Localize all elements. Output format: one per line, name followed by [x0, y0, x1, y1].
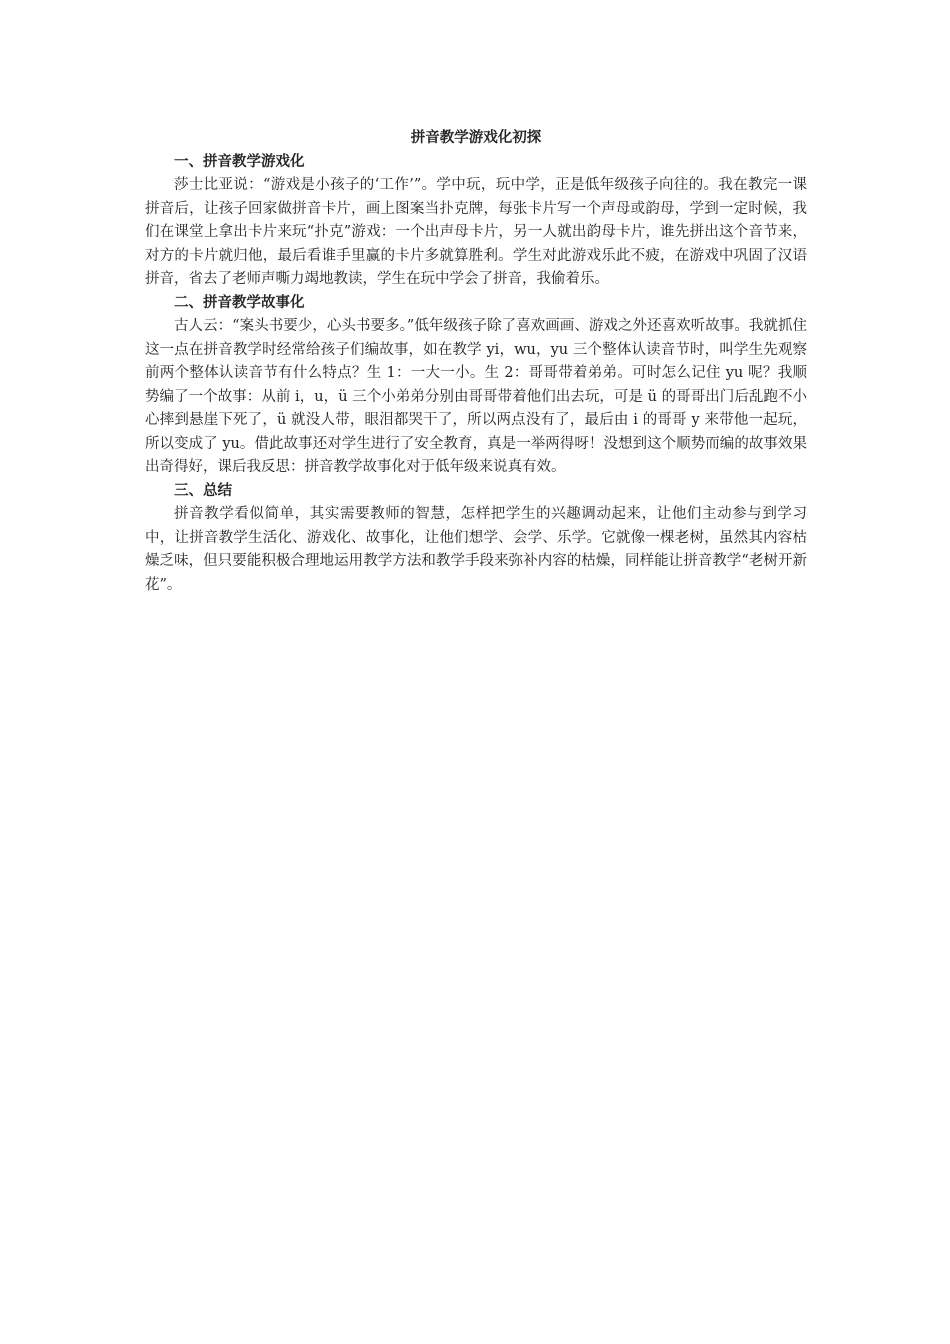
section-heading-storytelling: 二、拼音教学故事化	[174, 294, 305, 311]
section-paragraph-storytelling: 古人云：“案头书要少，心头书要多。”低年级孩子除了喜欢画画、游戏之外还喜欢听故事。我就抓住这一点在拼音教学时经常给孩子们编故事，如在教学 yi，wu，yu 三个整体认读音节时，叫学生先观察前两个整体认读音节有什么特点？生 1：一大一小。生 2：哥哥带着弟弟。可时怎么记住 yu 呢？我顺势编了一个故事：从前 i，u，ü 三个小弟弟分别由哥哥带着他们出去玩，可是 ü 的哥哥出门后乱跑不小心摔到悬崖下死了，ü 就没人带，眼泪都哭干了，所以两点没有了，最后由 i 的哥哥 y 来带他一起玩，所以变成了 yu。借此故事还对学生进行了安全教育，真是一举两得呀！没想到这个顺势而编的故事效果出奇得好，课后我反思：拼音教学故事化对于低年级来说真有效。	[145, 318, 807, 475]
section-heading-gamification: 一、拼音教学游戏化	[174, 153, 305, 170]
section-paragraph-gamification: 莎士比亚说：“游戏是小孩子的‘工作’”。学中玩，玩中学，正是低年级孩子向往的。我在教完一课拼音后，让孩子回家做拼音卡片，画上图案当扑克牌，每张卡片写一个声母或韵母，学到一定时候，我们在课堂上拿出卡片来玩“扑克”游戏：一个出声母卡片，另一人就出韵母卡片，谁先拼出这个音节来，对方的卡片就归他，最后看谁手里赢的卡片多就算胜利。学生对此游戏乐此不疲，在游戏中巩固了汉语拼音，省去了老师声嘶力竭地教读，学生在玩中学会了拼音，我偷着乐。	[145, 177, 807, 287]
section-heading-summary: 三、总结	[174, 482, 232, 499]
document-title: 拼音教学游戏化初探	[410, 130, 542, 146]
document-body	[145, 127, 807, 597]
section-paragraph-summary: 拼音教学看似简单，其实需要教师的智慧，怎样把学生的兴趣调动起来，让他们主动参与到学习中，让拼音教学生活化、游戏化、故事化，让他们想学、会学、乐学。它就像一棵老树，虽然其内容枯燥乏味，但只要能积极合理地运用教学方法和教学手段来弥补内容的枯燥，同样能让拼音教学“老树开新花”。	[145, 506, 807, 593]
